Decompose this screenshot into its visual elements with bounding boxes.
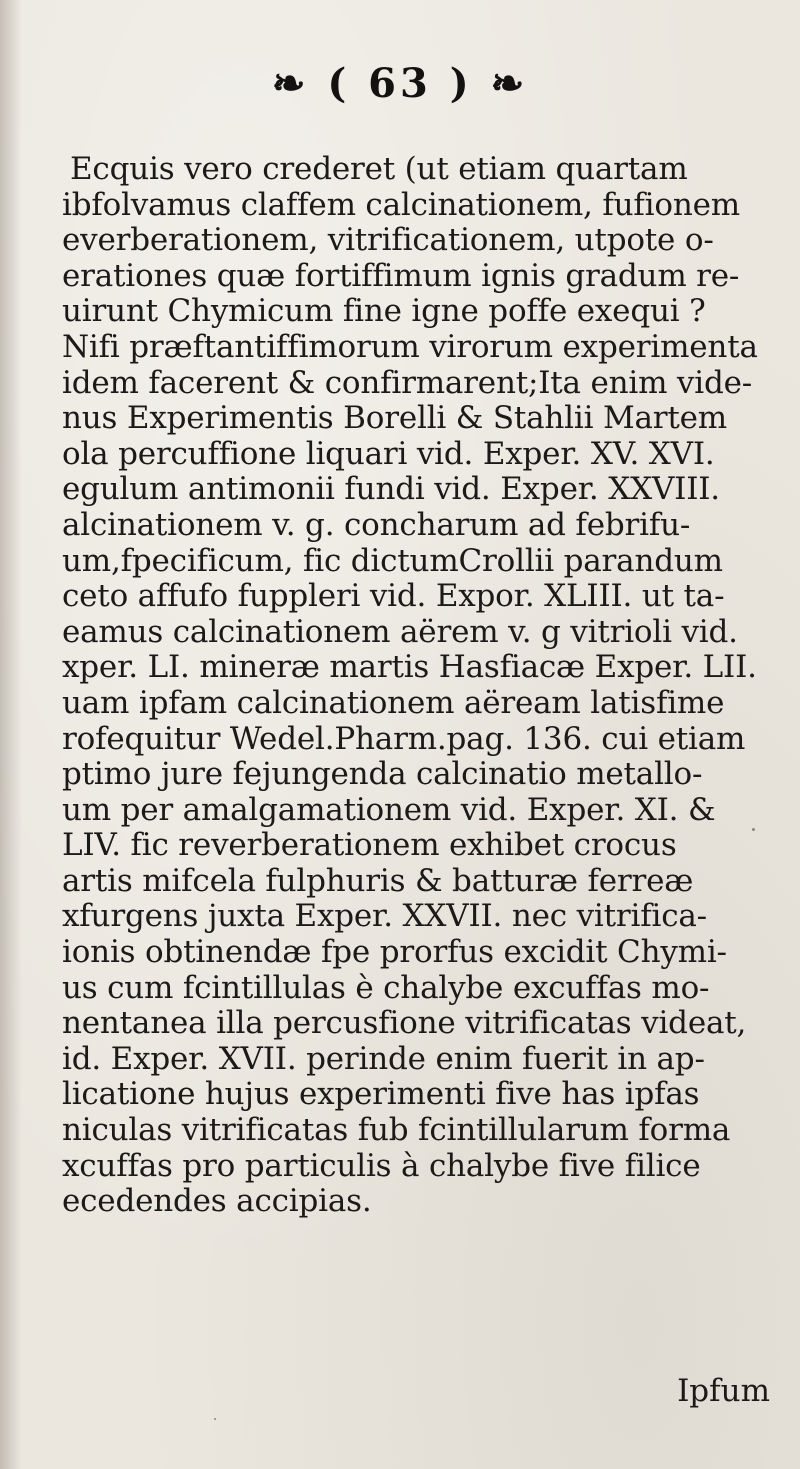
text-line: rofequitur Wedel.Pharm.pag. 136. cui etiam	[62, 721, 746, 757]
text-line: artis mifcela fulphuris & batturæ ferreæ	[62, 863, 694, 899]
text-line: Nifi præftantiffimorum virorum experimenta	[62, 329, 758, 365]
text-line: ola percuffione liquari vid. Exper. XV. XVI.	[62, 436, 715, 472]
text-line: xcuffas pro particulis à chalybe five filice	[62, 1148, 701, 1184]
text-line: ionis obtinendæ fpe prorfus excidit Chymi-	[62, 935, 727, 971]
running-head-page-number: ❧ ( 63 ) ❧	[271, 60, 529, 107]
text-line: um,fpecificum, fic dictumCrollii parandum	[62, 543, 723, 579]
text-line: eamus calcinationem aërem v. g vitrioli vid.	[62, 614, 738, 650]
text-line: xfurgens juxta Exper. XXVII. nec vitrifica-	[62, 899, 707, 935]
text-line: everberationem, vitrificationem, utpote o-	[62, 223, 714, 259]
text-line: ptimo jure fejungenda calcinatio metallo-	[62, 757, 703, 793]
text-line: ceto affufo fuppleri vid. Expor. XLIII. ut ta-	[62, 579, 725, 615]
text-line: erationes quæ fortiffimum ignis gradum re-	[62, 258, 740, 294]
text-line: um per amalgamationem vid. Exper. XI. &	[62, 792, 716, 828]
text-line: id. Exper. XVII. perinde enim fuerit in ap-	[62, 1041, 705, 1077]
text-line: licatione hujus experimenti five has ipfas	[62, 1077, 700, 1113]
text-line: uam ipfam calcinationem aëream latisfime	[62, 685, 725, 721]
text-line: ibfolvamus claffem calcinationem, fufionem	[62, 187, 740, 223]
paper-speck	[214, 1418, 216, 1420]
paper-speck	[752, 828, 755, 831]
body-text	[62, 152, 790, 1220]
text-line: us cum fcintillulas è chalybe excuffas mo-	[62, 970, 710, 1006]
text-line: alcinationem v. g. concharum ad febrifu-	[62, 507, 691, 543]
text-line: niculas vitrificatas fub fcintillularum forma	[62, 1113, 731, 1149]
text-line: nus Experimentis Borelli & Stahlii Martem	[62, 401, 728, 437]
text-line: nentanea illa percusfione vitrificatas videat,	[62, 1006, 747, 1042]
text-line: idem facerent & confirmarent;Ita enim vide-	[62, 365, 753, 401]
text-line: uirunt Chymicum fine igne poffe exequi ?	[62, 294, 706, 330]
text-line: egulum antimonii fundi vid. Exper. XXVIII.	[62, 472, 720, 508]
catchword: Ipfum	[677, 1373, 770, 1409]
text-line: xper. LI. mineræ martis Hasfiacæ Exper. LII.	[62, 650, 757, 686]
text-line: Ecquis vero crederet (ut etiam quartam	[70, 152, 688, 187]
text-line: ecedendes accipias.	[62, 1184, 372, 1220]
text-line: LIV. fic reverberationem exhibet crocus	[62, 828, 677, 864]
binding-gutter-shadow	[0, 0, 22, 1469]
